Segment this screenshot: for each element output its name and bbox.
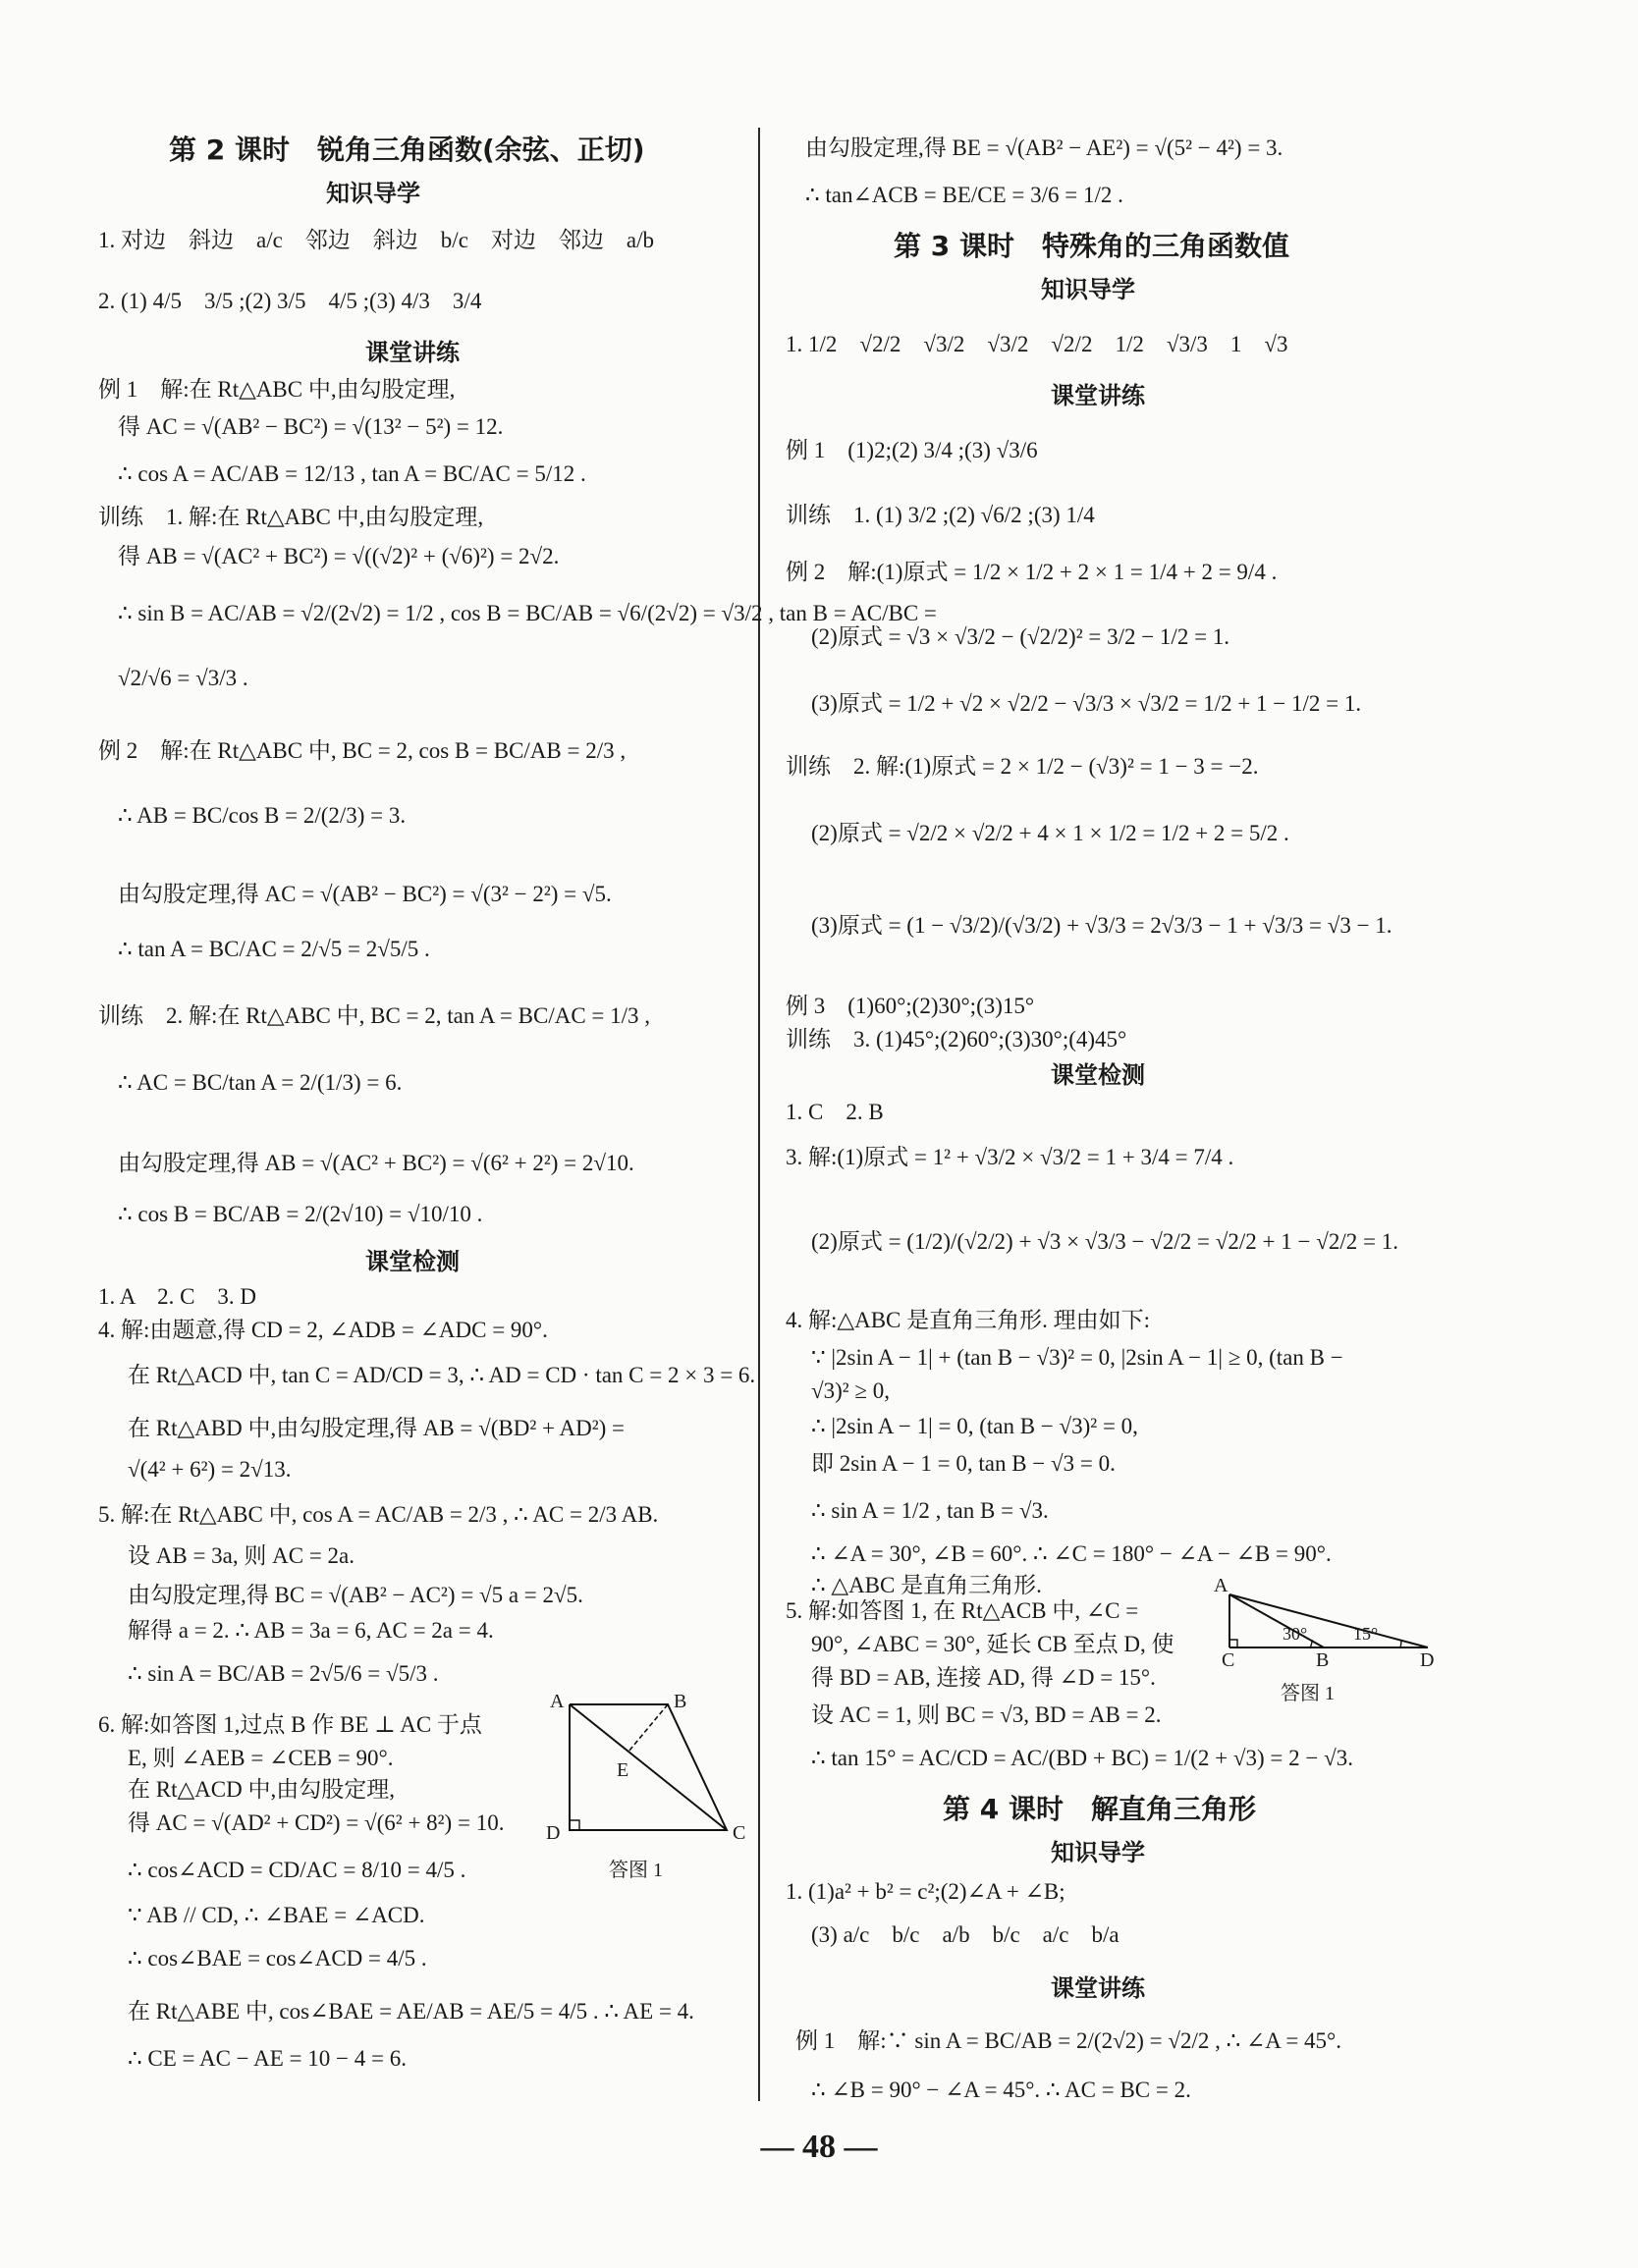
solution-line: ∴ CE = AC − AE = 10 − 4 = 6. (128, 2046, 407, 2071)
answer-line: 1. 对边 斜边 a/c 邻边 斜边 b/c 对边 邻边 a/b (98, 228, 655, 252)
solution-line: 得 AB = √(AC² + BC²) = √((√2)² + (√6)²) = 2√2. (118, 544, 560, 568)
solution-line: ∴ |2sin A − 1| = 0, (tan B − √3)² = 0, (811, 1414, 1138, 1438)
solution-line: (3)原式 = 1/2 + √2 × √2/2 − √3/3 × √3/2 = 1/2 + 1 − 1/2 = 1. (811, 691, 1362, 716)
solution-line: √2/√6 = √3/3 . (118, 666, 248, 690)
solution-line: 训练 1. 解:在 Rt△ABC 中,由勾股定理, (98, 505, 484, 529)
solution-line: 设 AC = 1, 则 BC = √3, BD = AB = 2. (811, 1702, 1162, 1727)
answer-line: 2. (1) 4/5 3/5 ;(2) 3/5 4/5 ;(3) 4/3 3/4 (98, 289, 482, 313)
solution-line: 3. 解:(1)原式 = 1² + √3/2 × √3/2 = 1 + 3/4 = 7/4 . (786, 1145, 1234, 1169)
section-heading: 知识导学 (1051, 1839, 1145, 1866)
solution-line: ∴ AB = BC/cos B = 2/(2/3) = 3. (118, 803, 407, 828)
figure-label-d: D (546, 1822, 561, 1844)
solution-line: ∵ AB // CD, ∴ ∠BAE = ∠ACD. (128, 1903, 425, 1927)
solution-line: 4. 解:△ABC 是直角三角形. 理由如下: (786, 1308, 1151, 1332)
solution-line: 例 2 解:(1)原式 = 1/2 × 1/2 + 2 × 1 = 1/4 + 2 = 9/4 . (786, 560, 1278, 584)
figure-label-b: B (1316, 1649, 1330, 1671)
solution-line: 6. 解:如答图 1,过点 B 作 BE ⊥ AC 于点 (98, 1712, 482, 1737)
solution-line: 例 1 解:∵ sin A = BC/AB = 2/(2√2) = √2/2 , ∴ ∠A = 45°. (795, 2028, 1341, 2053)
section-heading: 知识导学 (1041, 276, 1135, 303)
solution-line: 训练 2. 解:(1)原式 = 2 × 1/2 − (√3)² = 1 − 3 = −2. (786, 754, 1259, 779)
solution-line: (2)原式 = √3 × √3/2 − (√2/2)² = 3/2 − 1/2 = 1. (811, 624, 1230, 649)
figure-label-a: A (550, 1691, 565, 1712)
figure-quadrilateral (550, 1691, 746, 1877)
solution-line: ∴ sin B = AC/AB = √2/(2√2) = 1/2 , cos B = BC/AB = √6/(2√2) = √3/2 , tan B = AC/BC = (118, 601, 937, 625)
solution-line: ∴ △ABC 是直角三角形. (811, 1573, 1042, 1597)
solution-line: 即 2sin A − 1 = 0, tan B − √3 = 0. (811, 1451, 1116, 1476)
figure-label-d: D (1420, 1649, 1435, 1671)
solution-line: 在 Rt△ABE 中, cos∠BAE = AE/AB = AE/5 = 4/5 . ∴ AE = 4. (128, 1999, 694, 2024)
figure-label-a: A (1214, 1575, 1228, 1596)
solution-line: 5. 解:如答图 1, 在 Rt△ACB 中, ∠C = (786, 1598, 1139, 1623)
section-heading: 课堂讲练 (1051, 1974, 1145, 2002)
solution-line: √3)² ≥ 0, (811, 1378, 891, 1403)
solution-line: ∴ cos∠BAE = cos∠ACD = 4/5 . (128, 1946, 427, 1971)
solution-line: √(4² + 6²) = 2√13. (128, 1457, 292, 1482)
solution-line: 得 BD = AB, 连接 AD, 得 ∠D = 15°. (811, 1665, 1156, 1690)
figure-caption: 答图 1 (609, 1860, 663, 1881)
answer-line: 1. A 2. C 3. D (98, 1284, 257, 1309)
solution-line: 例 2 解:在 Rt△ABC 中, BC = 2, cos B = BC/AB = 2/3 , (98, 738, 627, 763)
solution-line: E, 则 ∠AEB = ∠CEB = 90°. (128, 1746, 394, 1770)
page-number: — 48 — (760, 2129, 878, 2165)
figure-label-c: C (1222, 1649, 1235, 1671)
solution-line: 在 Rt△ABD 中,由勾股定理,得 AB = √(BD² + AD²) = (128, 1416, 625, 1440)
solution-line: 由勾股定理,得 BE = √(AB² − AE²) = √(5² − 4²) = 3. (805, 135, 1283, 160)
lesson-title: 第 3 课时 特殊角的三角函数值 (894, 230, 1289, 262)
section-heading: 知识导学 (326, 180, 420, 207)
section-heading: 课堂检测 (365, 1248, 460, 1275)
solution-line: 由勾股定理,得 AC = √(AB² − BC²) = √(3² − 2²) = √5. (118, 882, 612, 906)
figure-caption: 答图 1 (1281, 1683, 1335, 1704)
solution-line: ∴ AC = BC/tan A = 2/(1/3) = 6. (118, 1070, 403, 1095)
solution-line: 训练 2. 解:在 Rt△ABC 中, BC = 2, tan A = BC/AC = 1/3 , (98, 1003, 651, 1028)
solution-line: 由勾股定理,得 AB = √(AC² + BC²) = √(6² + 2²) = 2√10. (118, 1151, 634, 1175)
solution-line: 在 Rt△ACD 中,由勾股定理, (128, 1777, 395, 1802)
solution-line: 4. 解:由题意,得 CD = 2, ∠ADB = ∠ADC = 90°. (98, 1318, 548, 1342)
solution-line: ∴ tan 15° = AC/CD = AC/(BD + BC) = 1/(2 + √3) = 2 − √3. (811, 1746, 1353, 1770)
column-divider (758, 128, 760, 2101)
figure-angle-30: 30° (1283, 1624, 1308, 1644)
answer-line: 例 1 (1)2;(2) 3/4 ;(3) √3/6 (786, 438, 1038, 462)
answer-line: (3) a/c b/c a/b b/c a/c b/a (811, 1922, 1119, 1947)
lesson-title: 第 2 课时 锐角三角函数(余弦、正切) (169, 134, 645, 166)
solution-line: 5. 解:在 Rt△ABC 中, cos A = AC/AB = 2/3 , ∴ AC = 2/3 AB. (98, 1502, 659, 1527)
solution-line: ∵ |2sin A − 1| + (tan B − √3)² = 0, |2sin A − 1| ≥ 0, (tan B − (811, 1345, 1343, 1370)
figure-angle-15: 15° (1353, 1624, 1379, 1644)
solution-line: ∴ tan A = BC/AC = 2/√5 = 2√5/5 . (118, 937, 430, 961)
solution-line: ∴ ∠A = 30°, ∠B = 60°. ∴ ∠C = 180° − ∠A − ∠B = 90°. (811, 1541, 1332, 1566)
solution-line: 解得 a = 2. ∴ AB = 3a = 6, AC = 2a = 4. (128, 1618, 494, 1643)
solution-line: (2)原式 = √2/2 × √2/2 + 4 × 1 × 1/2 = 1/2 + 2 = 5/2 . (811, 821, 1289, 845)
solution-line: 由勾股定理,得 BC = √(AB² − AC²) = √5 a = 2√5. (128, 1583, 583, 1607)
solution-line: 设 AB = 3a, 则 AC = 2a. (128, 1543, 355, 1568)
solution-line: 例 1 解:在 Rt△ABC 中,由勾股定理, (98, 377, 456, 402)
solution-line: 得 AC = √(AD² + CD²) = √(6² + 8²) = 10. (128, 1810, 505, 1835)
solution-line: ∴ cos∠ACD = CD/AC = 8/10 = 4/5 . (128, 1858, 466, 1882)
solution-line: ∴ ∠B = 90° − ∠A = 45°. ∴ AC = BC = 2. (811, 2078, 1191, 2102)
lesson-title: 第 4 课时 解直角三角形 (943, 1793, 1256, 1825)
answer-line: 训练 1. (1) 3/2 ;(2) √6/2 ;(3) 1/4 (786, 503, 1095, 527)
solution-line: (2)原式 = (1/2)/(√2/2) + √3 × √3/3 − √2/2 = √2/2 + 1 − √2/2 = 1. (811, 1229, 1398, 1254)
figure-label-e: E (617, 1759, 629, 1781)
answer-line: 训练 3. (1)45°;(2)60°;(3)30°;(4)45° (786, 1027, 1127, 1052)
solution-line: ∴ tan∠ACB = BE/CE = 3/6 = 1/2 . (805, 183, 1123, 207)
figure-label-c: C (733, 1822, 746, 1844)
solution-line: ∴ sin A = 1/2 , tan B = √3. (811, 1498, 1049, 1523)
section-heading: 课堂讲练 (1051, 382, 1145, 409)
solution-line: 在 Rt△ACD 中, tan C = AD/CD = 3, ∴ AD = CD · tan C = 2 × 3 = 6. (128, 1363, 756, 1387)
answer-line: 1. 1/2 √2/2 √3/2 √3/2 √2/2 1/2 √3/3 1 √3 (786, 332, 1288, 356)
figure-label-b: B (674, 1691, 687, 1712)
solution-line: ∴ cos A = AC/AB = 12/13 , tan A = BC/AC = 5/12 . (118, 461, 586, 486)
answer-line: 例 3 (1)60°;(2)30°;(3)15° (786, 994, 1035, 1018)
solution-line: 90°, ∠ABC = 30°, 延长 CB 至点 D, 使 (811, 1632, 1174, 1656)
solution-line: ∴ cos B = BC/AB = 2/(2√10) = √10/10 . (118, 1202, 483, 1226)
figure-triangle (1218, 1587, 1434, 1655)
answer-line: 1. C 2. B (786, 1100, 884, 1124)
solution-line: 得 AC = √(AB² − BC²) = √(13² − 5²) = 12. (118, 414, 504, 439)
section-heading: 课堂讲练 (365, 339, 460, 366)
answer-line: 1. (1)a² + b² = c²;(2)∠A + ∠B; (786, 1879, 1065, 1904)
section-heading: 课堂检测 (1051, 1061, 1145, 1089)
solution-line: (3)原式 = (1 − √3/2)/(√3/2) + √3/3 = 2√3/3 − 1 + √3/3 = √3 − 1. (811, 913, 1392, 938)
solution-line: ∴ sin A = BC/AB = 2√5/6 = √5/3 . (128, 1661, 439, 1686)
